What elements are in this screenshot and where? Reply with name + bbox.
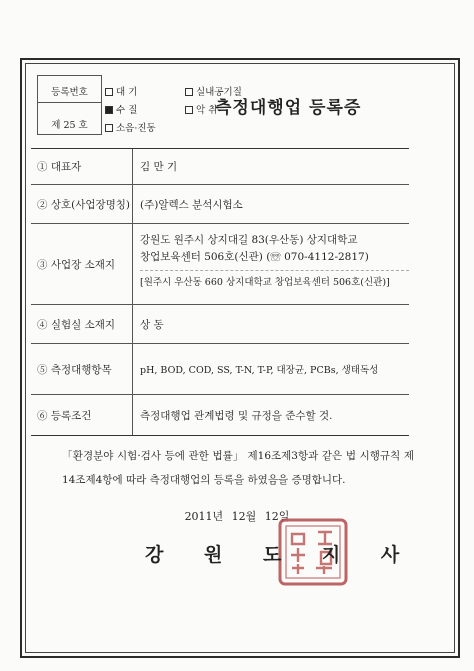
table-row (31, 149, 409, 185)
row-label: ① 대표자 (31, 149, 133, 184)
certification-text: 「환경분야 시험·검사 등에 관한 법률」 제16조제3항과 같은 법 시행규칙 제14조제4항에 따라 측정대행업의 등록을 하였음을 증명합니다. (62, 450, 414, 486)
checkbox-empty-icon (105, 88, 113, 96)
row-label: ⑤ 측정대행항목 (31, 344, 133, 394)
category-indoor-air: 실내공기질 (185, 84, 242, 98)
address-line-1: 강원도 원주시 상지대길 83(우산동) 상지대학교 (140, 234, 358, 246)
issuer-governor: 강 원 도 지 사 (145, 544, 417, 566)
category-air: 대 기 (105, 84, 137, 98)
row-label: ⑥ 등록조건 (31, 395, 133, 435)
row-label: ② 상호(사업장명칭) (31, 185, 133, 223)
address-line-2: 창업보육센터 506호(신관) (☏ 070-4112-2817) (140, 251, 369, 263)
address-old: [원주시 우산동 660 상지대학교 창업보육센터 506호(신관)] (140, 270, 409, 291)
company-name-value: (주)알렉스 분석시험소 (140, 198, 243, 211)
table-row (31, 305, 409, 344)
conditions-value: 측정대행업 관계법령 및 규정을 준수할 것. (140, 409, 333, 422)
category-noise: 소음·진동 (105, 120, 156, 134)
table-row (31, 224, 409, 305)
table-row (31, 185, 409, 224)
row-label: ③ 사업장 소재지 (31, 224, 133, 304)
table-row (31, 395, 409, 435)
representative-value: 김 만 기 (140, 161, 178, 173)
registration-label: 등록번호 (51, 87, 88, 98)
category-water: 수 질 (105, 102, 137, 116)
registration-number: 제 25 호 (51, 120, 88, 131)
business-address-value (133, 224, 409, 304)
registration-table (31, 148, 409, 436)
issue-date: 2011년 12월 12일 (184, 510, 290, 523)
row-label: ④ 실험실 소재지 (31, 305, 133, 343)
checkbox-empty-icon (185, 106, 193, 114)
checkbox-empty-icon (185, 88, 193, 96)
registration-divider (38, 102, 101, 103)
checkbox-empty-icon (105, 124, 113, 132)
category-odor: 악 취 (185, 102, 217, 116)
registration-box (37, 75, 102, 135)
checkbox-checked-icon (105, 106, 113, 114)
lab-address-value: 상 동 (140, 318, 164, 331)
table-row (31, 344, 409, 395)
measurement-items-value: pH, BOD, COD, SS, T-N, T-P, 대장균, PCBs, 생태독성 (140, 365, 379, 376)
document-title: 측정대행업 등록증 (215, 98, 362, 118)
